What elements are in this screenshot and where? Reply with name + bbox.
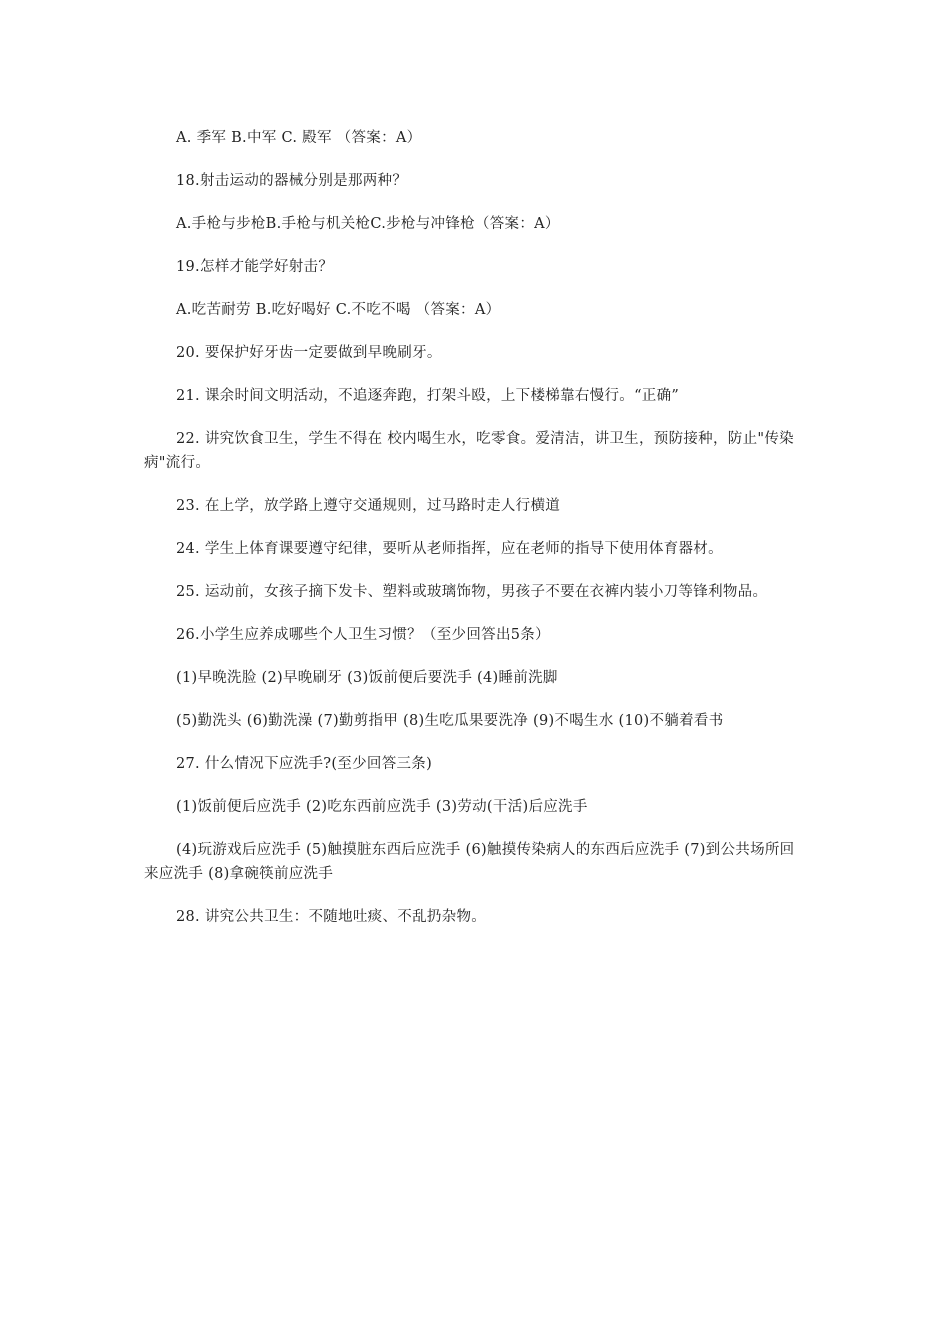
statement-28: 28. 讲究公共卫生：不随地吐痰、不乱扔杂物。 [176, 909, 487, 925]
statement-25: 25. 运动前，女孩子摘下发卡、塑料或玻璃饰物，男孩子不要在衣裤内装小刀等锋利物品。 [176, 584, 768, 600]
document-body [144, 126, 808, 948]
answer-options-q19: A.吃苦耐劳 B.吃好喝好 C.不吃不喝 （答案：A） [176, 302, 501, 318]
answer-27-part-1: (1)饭前便后应洗手 (2)吃东西前应洗手 (3)劳动(干活)后应洗手 [176, 799, 588, 815]
answer-26-part-1: (1)早晚洗脸 (2)早晚刷牙 (3)饭前便后要洗手 (4)睡前洗脚 [176, 670, 558, 686]
statement-23: 23. 在上学，放学路上遵守交通规则，过马路时走人行横道 [176, 498, 561, 514]
question-27: 27. 什么情况下应洗手?(至少回答三条) [176, 756, 433, 772]
answer-options-q17: A. 季军 B.中军 C. 殿军 （答案：A） [176, 130, 422, 146]
answer-options-q18: A.手枪与步枪B.手枪与机关枪C.步枪与冲锋枪（答案：A） [176, 216, 560, 232]
statement-22: 22. 讲究饮食卫生，学生不得在 校内喝生水，吃零食。爱清洁，讲卫生，预防接种，防止"传染病"流行。 [144, 431, 794, 471]
statement-24: 24. 学生上体育课要遵守纪律，要听从老师指挥，应在老师的指导下使用体育器材。 [176, 541, 723, 557]
question-18: 18.射击运动的器械分别是那两种？ [176, 173, 408, 189]
statement-21: 21. 课余时间文明活动，不追逐奔跑，打架斗殴，上下楼梯靠右慢行。“正确” [176, 388, 680, 404]
statement-20: 20. 要保护好牙齿一定要做到早晚刷牙。 [176, 345, 442, 361]
answer-27-part-2: (4)玩游戏后应洗手 (5)触摸脏东西后应洗手 (6)触摸传染病人的东西后应洗手 (7)到公共场所回来应洗手 (8)拿碗筷前应洗手 [144, 842, 795, 882]
question-26: 26.小学生应养成哪些个人卫生习惯？（至少回答出5条） [176, 627, 550, 643]
answer-26-part-2: (5)勤洗头 (6)勤洗澡 (7)勤剪指甲 (8)生吃瓜果要洗净 (9)不喝生水 (10)不躺着看书 [176, 713, 724, 729]
question-19: 19.怎样才能学好射击？ [176, 259, 334, 275]
